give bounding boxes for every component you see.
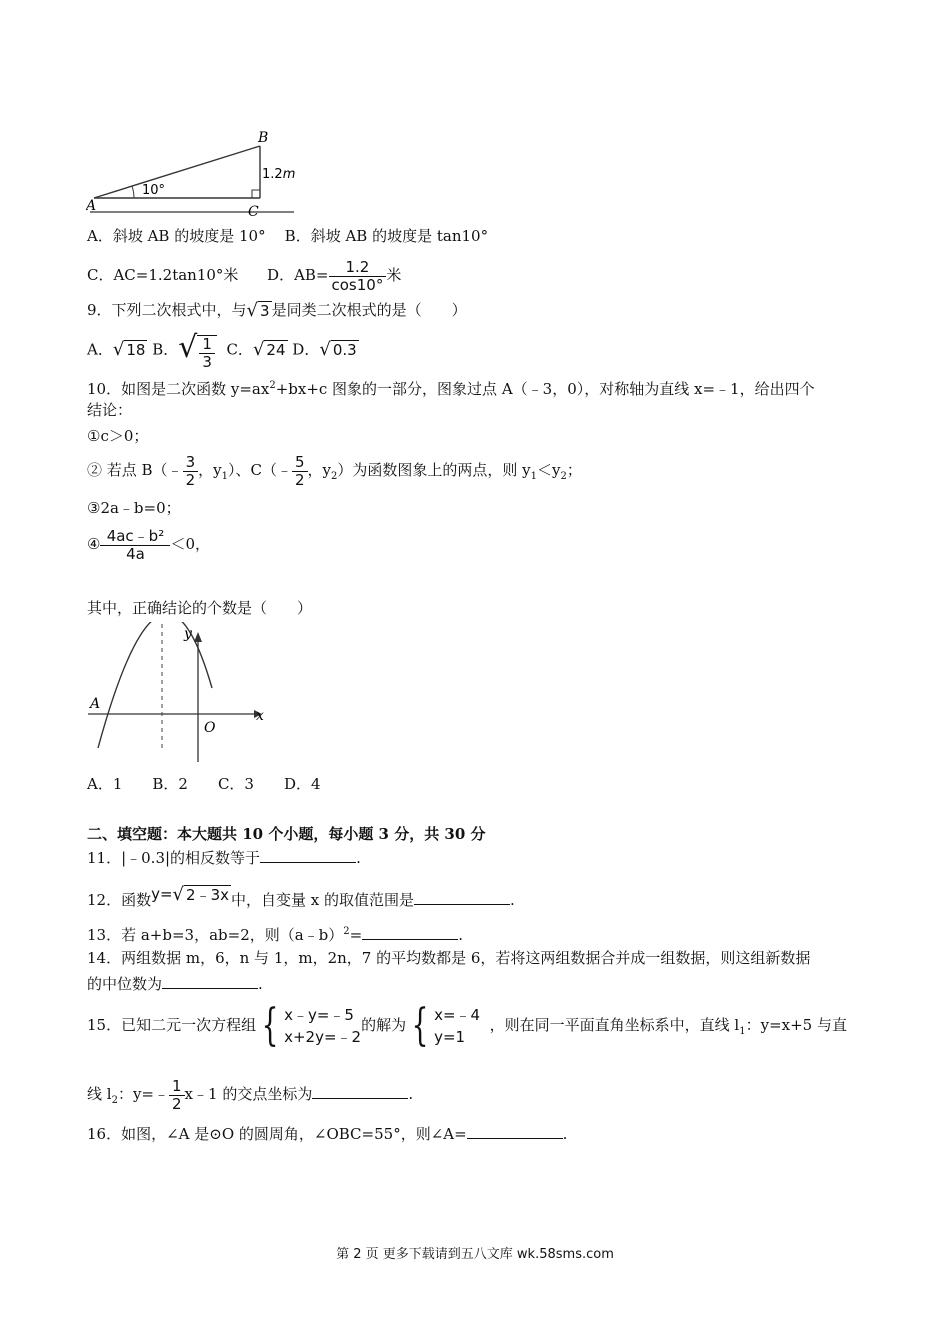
q13-end: .	[458, 926, 464, 944]
q12-end: .	[510, 891, 515, 909]
q10-stem-a: 10．如图是二次函数 y=ax	[87, 380, 270, 398]
q10-c4-numerator: 4ac﹣b²	[100, 528, 170, 546]
label-b: B	[258, 130, 269, 146]
q8-line2	[87, 258, 401, 294]
q10-c2-frac2	[292, 454, 308, 489]
q15-mid: 的解为	[361, 1016, 407, 1034]
q10-question: 其中，正确结论的个数是（ ）	[87, 599, 313, 617]
q12-text: 12．函数	[87, 891, 152, 909]
q9-options	[87, 330, 359, 371]
q16-end: .	[562, 1125, 568, 1143]
q12-formula-radicand: 2﹣3x	[186, 885, 229, 904]
q13-equals: =	[349, 926, 363, 944]
q11-answer-blank[interactable]	[260, 848, 356, 863]
q10-c2-e: ）为函数图象上的两点，则 y	[337, 461, 531, 479]
q12-answer-blank[interactable]	[414, 890, 510, 905]
q15-line2-a: 线 l	[87, 1085, 112, 1103]
label-origin: O	[204, 720, 216, 736]
q8-line1	[87, 226, 488, 246]
q15-brace-2: {	[411, 1000, 429, 1051]
q9-option-d-radical: √ 0.3	[319, 339, 357, 361]
q9-b-numerator: 1	[199, 336, 215, 354]
q9-a-radicand: 18	[126, 341, 146, 360]
q9-b-denominator: 3	[202, 352, 212, 371]
q15-eq1: x﹣y=﹣5	[284, 1006, 354, 1024]
q8-option-c: C．AC=1.2tan10°米	[87, 266, 239, 284]
q10-c4-denominator: 4a	[126, 544, 145, 563]
q10-c4-pre: ④	[87, 535, 101, 553]
q15-answer-blank[interactable]	[312, 1084, 408, 1099]
q10-c2-num1: 3	[183, 454, 199, 472]
q13-answer-blank[interactable]	[362, 925, 458, 940]
q10-conclusion-3: ③2a﹣b=0；	[87, 499, 181, 517]
right-angle-mark	[252, 190, 260, 198]
q11-end: .	[356, 849, 361, 867]
q12-formula-y: y=	[151, 885, 173, 903]
q13-sup: 2	[343, 926, 350, 937]
parabola-figure	[86, 622, 268, 768]
q10-c2-sub2: 2	[330, 471, 338, 482]
q11	[87, 848, 361, 868]
q9-option-c-radical: √ 24	[252, 339, 286, 361]
q15-text: 15．已知二元一次方程组	[87, 1016, 257, 1034]
q13	[87, 922, 463, 945]
q15-frac-num: 1	[169, 1078, 185, 1096]
q10-c4-post: ＜0，	[170, 535, 210, 553]
q15-line2	[87, 1072, 413, 1123]
q9-stem-radicand: 3	[260, 302, 270, 320]
q10-stem-line1	[87, 376, 815, 399]
slope-line-ab	[94, 146, 260, 198]
q15-brace-1: {	[261, 1000, 279, 1051]
q10-conclusion-1: ①c＞0；	[87, 427, 149, 445]
page-footer: 第 2 页 更多下载请到五八文库 wk.58sms.com	[336, 1247, 614, 1262]
q10-stem-b: +bx+c 图象的一部分，图象过点 A（﹣3，0），对称轴为直线 x=﹣1，给出四个	[275, 380, 815, 398]
q10-stem-sup: 2	[269, 380, 276, 391]
label-y: y	[184, 626, 192, 642]
q8-option-d-fraction	[329, 259, 387, 294]
q10-c2-c: ）、C（﹣	[227, 461, 292, 479]
q10-c2-sub1: 1	[221, 471, 228, 482]
q15-line1	[87, 996, 847, 1061]
q15-end: .	[408, 1085, 414, 1103]
q9-d-radicand: 0.3	[332, 341, 357, 360]
q14-line2	[87, 974, 263, 994]
q15-sub2: 2	[111, 1095, 118, 1106]
q10-conclusion-4	[87, 522, 210, 566]
q10-conclusion-2	[87, 448, 582, 499]
q8-option-d-suffix: 米	[386, 266, 402, 284]
q16-answer-blank[interactable]	[467, 1124, 563, 1139]
q9-option-b: B．	[152, 340, 179, 359]
q9-stem	[87, 300, 467, 321]
q9-stem-text: 9．下列二次根式中，与	[87, 301, 247, 319]
label-point-a: A	[90, 696, 101, 712]
q14-end: .	[258, 975, 263, 993]
q15-line2-c: x﹣1 的交点坐标为	[184, 1085, 313, 1103]
section-2-heading: 二、填空题：本大题共 10 个小题，每小题 3 分，共 30 分	[87, 825, 486, 843]
q8-option-b: B．斜坡 AB 的坡度是 tan10°	[284, 227, 489, 245]
slope-triangle-figure	[86, 128, 298, 218]
label-c: C	[248, 204, 259, 218]
q9-option-d: D．	[292, 340, 320, 359]
q10-c2-frac1	[183, 454, 199, 489]
q12	[87, 878, 515, 916]
q15-sol2: y=1	[434, 1028, 466, 1046]
q15-fraction	[169, 1078, 185, 1113]
q12-formula: y=√ 2﹣3x	[151, 883, 229, 905]
label-a: A	[86, 198, 97, 214]
q9-option-a-radical: √ 18	[112, 339, 146, 361]
q10-c2-b: ，y	[198, 461, 222, 479]
q10-c4-fraction	[100, 528, 170, 563]
q14-text: 的中位数为	[87, 975, 163, 993]
q16	[87, 1124, 567, 1144]
q10-stem-line2: 结论：	[87, 401, 133, 419]
q16-text: 16．如图，∠A 是⊙O 的圆周角，∠OBC=55°，则∠A=	[87, 1125, 467, 1143]
q11-text: 11．|﹣0.3|的相反数等于	[87, 849, 261, 867]
q15-solution-system	[434, 1004, 480, 1048]
q12-text-post: 中，自变量 x 的取值范围是	[231, 891, 414, 909]
q14-line1: 14．两组数据 m，6，n 与 1，m，2n，7 的平均数都是 6，若将这两组数据合并成一组数据，则这组新数据	[87, 949, 811, 967]
q8-d-denominator: cos10°	[331, 275, 384, 294]
q8-d-numerator: 1.2	[329, 259, 387, 277]
q10-c2-g: ；	[566, 461, 582, 479]
q15-equation-system	[284, 1004, 361, 1048]
q8-option-a: A．斜坡 AB 的坡度是 10°	[87, 227, 266, 245]
q10-c2-sub3: 1	[530, 471, 537, 482]
q15-post-b: ：y=x+5 与直	[745, 1016, 847, 1034]
q9-stem-text-end: 是同类二次根式的是（ ）	[271, 301, 467, 319]
q15-sol1: x=﹣4	[434, 1006, 481, 1024]
q10-c2-num2: 5	[292, 454, 308, 472]
q10-c2-f: ＜y	[536, 461, 561, 479]
q9-option-b-radical: √ $\frac{1}{3}$	[178, 330, 217, 371]
angle-arc	[132, 186, 134, 198]
q9-c-radicand: 24	[266, 341, 286, 360]
label-x: x	[256, 708, 264, 724]
q15-frac-den: 2	[172, 1094, 182, 1113]
q10-c2-d: ，y	[307, 461, 331, 479]
q9-option-c: C．	[226, 340, 253, 359]
q9-stem-radical: √ 3	[246, 300, 270, 321]
label-angle: 10°	[142, 183, 166, 198]
q10-options: A．1 B．2 C．3 D．4	[87, 775, 321, 793]
q15-eq2: x+2y=﹣2	[284, 1028, 362, 1046]
q15-sub1: 1	[739, 1026, 746, 1037]
q14-answer-blank[interactable]	[162, 974, 258, 989]
q10-c2-den2: 2	[294, 470, 305, 489]
q10-c2-sub4: 2	[560, 471, 567, 482]
q9-option-a: A．	[87, 340, 113, 359]
q10-c2-a: ② 若点 B（﹣	[87, 461, 183, 479]
q15-line2-b: ：y=﹣	[117, 1085, 169, 1103]
q13-text: 13．若 a+b=3，ab=2，则（a﹣b）	[87, 926, 344, 944]
parabola-curve	[98, 622, 212, 748]
label-height: 1.2m	[262, 167, 296, 182]
q8-option-d-prefix: D．AB=	[267, 266, 329, 284]
q10-c2-den1: 2	[185, 470, 196, 489]
q15-post-a: ，则在同一平面直角坐标系中，直线 l	[489, 1016, 740, 1034]
